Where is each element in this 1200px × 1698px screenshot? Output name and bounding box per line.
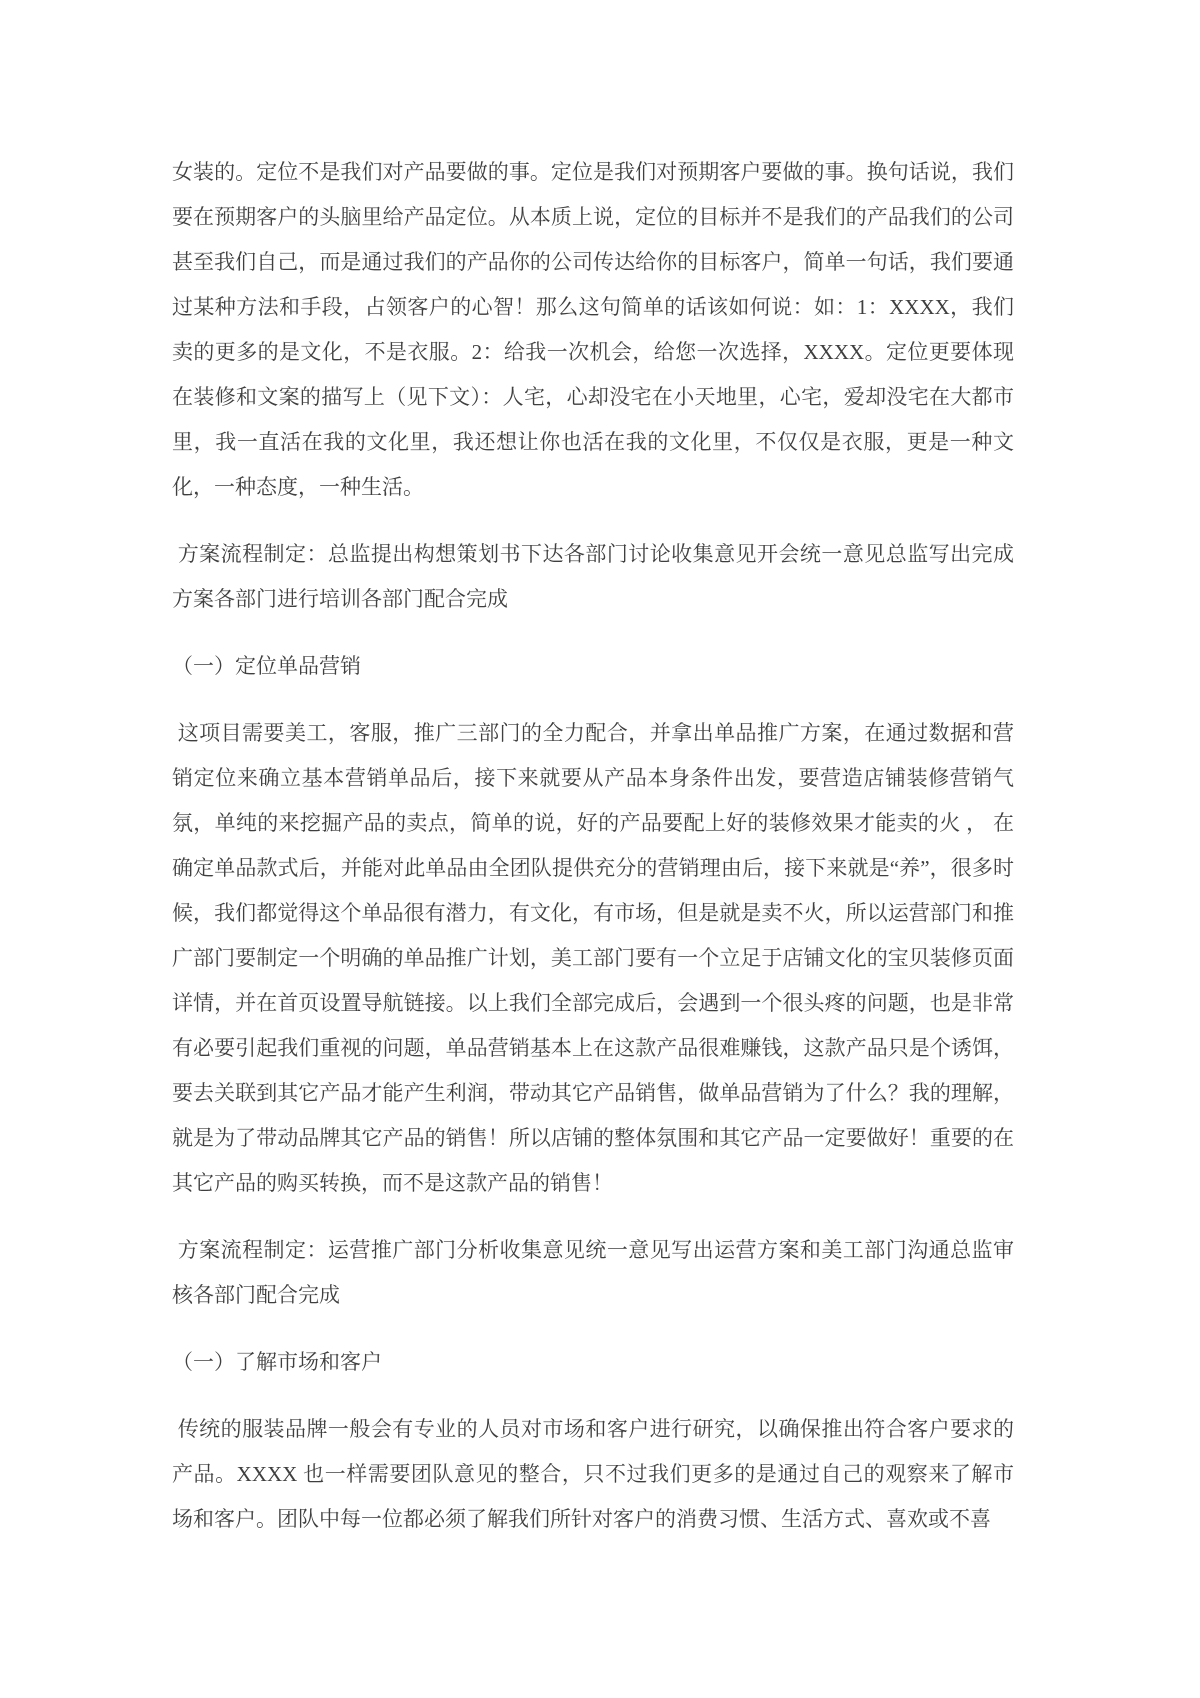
paragraph-understand-market-customers: 传统的服装品牌一般会有专业的人员对市场和客户进行研究，以确保推出符合客户要求的产品。XXXX 也一样需要团队意见的整合，只不过我们更多的是通过自己的观察来了解市场和客户。团队中每一位都必须了解我们所针对客户的消费习惯、生活方式、喜欢或不喜	[172, 1417, 1015, 1531]
paragraph-process-flow-director: 方案流程制定：总监提出构想策划书下达各部门讨论收集意见开会统一意见总监写出完成方案各部门进行培训各部门配合完成	[172, 542, 1015, 611]
section-heading-single-product-marketing: （一）定位单品营销	[172, 654, 361, 678]
section-heading-understand-market-customers: （一）了解市场和客户	[172, 1350, 382, 1374]
paragraph-single-product-marketing: 这项目需要美工，客服，推广三部门的全力配合，并拿出单品推广方案，在通过数据和营销定位来确立基本营销单品后，接下来就要从产品本身条件出发，要营造店铺装修营销气氛，单纯的来挖掘产品的卖点，简单的说，好的产品要配上好的装修效果才能卖的火 ， 在确定单品款式后，并能对此单品由全团队提供充分的营销理由后，接下来就是“养”，很多时候，我们都觉得这个单品很有潜力，有文化，有市场，但是就是卖不火，所以运营部门和推广部门要制定一个明确的单品推广计划，美工部门要有一个立足于店铺文化的宝贝装修页面详情，并在首页设置导航链接。以上我们全部完成后，会遇到一个很头疼的问题，也是非常有必要引起我们重视的问题，单品营销基本上在这款产品很难赚钱，这款产品只是个诱饵，要去关联到其它产品才能产生利润，带动其它产品销售，做单品营销为了什么？我的理解，就是为了带动品牌其它产品的销售！所以店铺的整体氛围和其它产品一定要做好！重要的在其它产品的购买转换，而不是这款产品的销售！	[172, 721, 1015, 1195]
paragraph-positioning-concept: 女装的。定位不是我们对产品要做的事。定位是我们对预期客户要做的事。换句话说，我们要在预期客户的头脑里给产品定位。从本质上说，定位的目标并不是我们的产品我们的公司甚至我们自己，而是通过我们的产品你的公司传达给你的目标客户，简单一句话，我们要通过某种方法和手段，占领客户的心智！那么这句简单的话该如何说：如：1：XXXX，我们卖的更多的是文化，不是衣服。2：给我一次机会，给您一次选择，XXXX。定位更要体现在装修和文案的描写上（见下文）：人宅，心却没宅在小天地里，心宅，爱却没宅在大都市里，我一直活在我的文化里，我还想让你也活在我的文化里，不仅仅是衣服，更是一种文化，一种态度，一种生活。	[172, 160, 1014, 499]
paragraph-process-flow-operations: 方案流程制定：运营推广部门分析收集意见统一意见写出运营方案和美工部门沟通总监审核各部门配合完成	[172, 1238, 1015, 1307]
